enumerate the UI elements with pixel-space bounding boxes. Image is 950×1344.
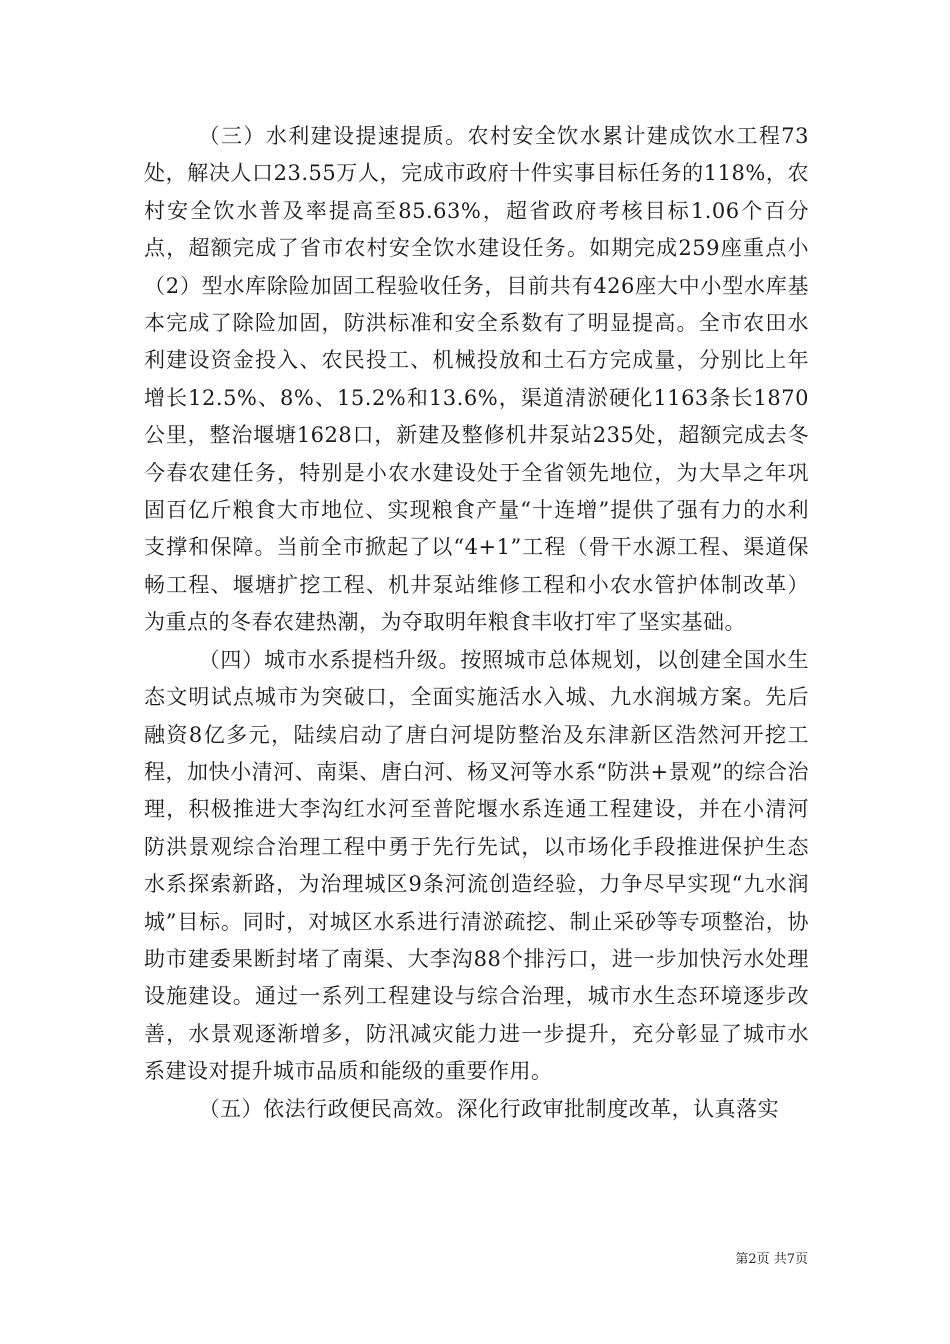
paragraph-urban-water-system: （四）城市水系提档升级。按照城市总体规划，以创建全国水生态文明试点城市为突破口，全面实施活水入城、九水润城方案。先后融资8亿多元，陆续启动了唐白河堤防整治及东津新区浩然河开挖工程，加快小清河、南渠、唐白河、杨叉河等水系“防洪+景观”的综合治理，积极推进大李沟红水河至普陀堰水系连通工程建设，并在小清河防洪景观综合治理工程中勇于先行先试，以市场化手段推进保护生态水系探索新路，为治理城区9条河流创造经验，力争尽早实现“九水润城”目标。同时，对城区水系进行清淤疏挖、制止采砂等专项整治，协助市建委果断封堵了南渠、大李沟88个排污口，进一步加快污水处理设施建设。通过一系列工程建设与综合治理，城市水生态环境逐步改善，水景观逐渐增多，防汛减灾能力进一步提升，充分彰显了城市水系建设对提升城市品质和能级的重要作用。 — [144, 647, 809, 1084]
paragraph-water-construction: （三）水利建设提速提质。农村安全饮水累计建成饮水工程73处，解决人口23.55万人，完成市政府十件实事目标任务的118%，农村安全饮水普及率提高至85.63%，超省政府考核目标1.06个百分点，超额完成了省市农村安全饮水建设任务。如期完成259座重点小（2）型水库除险加固工程验收任务，目前共有426座大中小型水库基本完成了除险加固，防洪标准和安全系数有了明显提高。全市农田水利建设资金投入、农民投工、机械投放和土石方完成量，分别比上年增长12.5%、8%、15.2%和13.6%，渠道清淤硬化1163条长1870公里，整治堰塘1628口，新建及整修机井泵站235处，超额完成去冬今春农建任务，特别是小农水建设处于全省领先地位，为大旱之年巩固百亿斤粮食大市地位、实现粮食产量“十连增”提供了强有力的水利支撑和保障。当前全市掀起了以“4+1”工程（骨干水源工程、渠道保畅工程、堰塘扩挖工程、机井泵站维修工程和小农水管护体制改革）为重点的冬春农建热潮，为夺取明年粮食丰收打牢了坚实基础。 — [144, 124, 809, 635]
page-number: 第2页 共7页 — [735, 1252, 808, 1267]
document-body — [144, 118, 809, 1128]
paragraph-administration: （五）依法行政便民高效。深化行政审批制度改革，认真落实 — [198, 1096, 780, 1121]
